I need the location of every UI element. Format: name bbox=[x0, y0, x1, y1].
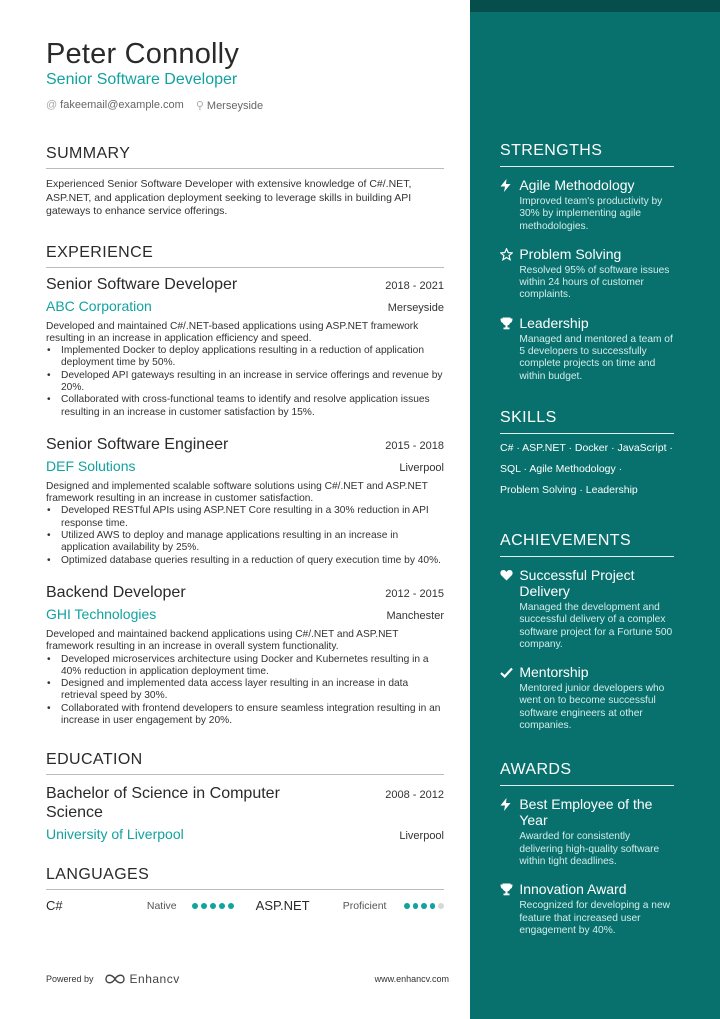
candidate-name: Peter Connolly bbox=[46, 38, 240, 70]
language-rating bbox=[192, 903, 255, 909]
job-bullets bbox=[46, 345, 444, 419]
job-bullets bbox=[46, 654, 444, 728]
rating-dot-filled bbox=[228, 903, 234, 909]
experience-section bbox=[46, 244, 444, 728]
sidebar bbox=[470, 0, 720, 1019]
skills-line: Problem Solving · Leadership bbox=[500, 483, 638, 496]
job-title: Backend Developer bbox=[46, 583, 186, 601]
job-entry bbox=[46, 436, 444, 567]
rating-dot-filled bbox=[421, 903, 427, 909]
job-company: DEF Solutions bbox=[46, 457, 136, 474]
achievement-name: Successful Project Delivery bbox=[519, 566, 635, 599]
award-item bbox=[500, 796, 674, 868]
award-item bbox=[500, 881, 674, 937]
language-level: Proficient bbox=[342, 899, 387, 912]
summary-section bbox=[46, 145, 444, 219]
job-dates: 2015 - 2018 bbox=[385, 439, 444, 452]
job-entry bbox=[46, 584, 444, 727]
summary-text: Experienced Senior Software Developer with extensive knowledge of C#/.NET, ASP.NET, and application deployment seeking to leverage skills in building API gateways to enhance service offerings. bbox=[46, 178, 412, 217]
languages-title: LANGUAGES bbox=[46, 866, 444, 890]
trophy-icon bbox=[500, 881, 519, 937]
strength-item bbox=[500, 177, 674, 233]
achievement-desc: Mentored junior developers who went on to become successful software engineers at other companies. bbox=[519, 683, 665, 732]
job-bullet: • Developed microservices architecture using Docker and Kubernetes resulting in a 40% reduction in application deployment time. bbox=[46, 654, 444, 679]
skills-line: SQL · Agile Methodology · bbox=[500, 462, 623, 475]
awards-section bbox=[500, 761, 674, 937]
skills-list bbox=[500, 438, 674, 501]
achievements-title: ACHIEVEMENTS bbox=[500, 532, 674, 557]
trophy-icon bbox=[500, 315, 519, 383]
summary-title: SUMMARY bbox=[46, 145, 444, 169]
candidate-role: Senior Software Developer bbox=[46, 71, 238, 88]
job-dates: 2018 - 2021 bbox=[385, 279, 444, 292]
brand-logo[interactable] bbox=[104, 972, 180, 986]
rating-dot-filled bbox=[430, 903, 436, 909]
language-name: ASP.NET bbox=[255, 898, 310, 914]
rating-dot-filled bbox=[201, 903, 207, 909]
job-bullet: • Optimized database queries resulting in a reduction of query execution time by 40%. bbox=[46, 555, 444, 567]
rating-dot-filled bbox=[210, 903, 216, 909]
brand-name: Enhancv bbox=[129, 972, 180, 986]
footer bbox=[46, 972, 449, 986]
skills-section bbox=[500, 409, 674, 501]
job-company: ABC Corporation bbox=[46, 297, 152, 314]
job-location: Liverpool bbox=[399, 461, 444, 474]
job-location: Merseyside bbox=[387, 301, 444, 314]
strength-name: Problem Solving bbox=[519, 245, 622, 262]
award-desc: Recognized for developing a new feature that increased user engagement by 40%. bbox=[519, 900, 670, 936]
education-section bbox=[46, 751, 444, 842]
footer-url[interactable]: www.enhancv.com bbox=[374, 974, 449, 984]
rating-dot-filled bbox=[413, 903, 419, 909]
job-description: Developed and maintained C#/.NET-based applications using ASP.NET framework resulting in an increase in application efficiency and speed. bbox=[46, 320, 419, 344]
achievement-item bbox=[500, 664, 674, 732]
job-entry bbox=[46, 276, 444, 419]
strength-desc: Resolved 95% of software issues within 24 hours of customer complaints. bbox=[519, 264, 670, 301]
job-bullet: • Utilized AWS to deploy and manage applications resulting in an increase in application availability by 25%. bbox=[46, 530, 444, 555]
award-desc: Awarded for consistently delivering high-quality software within tight deadlines. bbox=[519, 831, 660, 867]
job-description: Developed and maintained backend applications using C#/.NET and ASP.NET framework resulting in an increase in overall system functionality. bbox=[46, 628, 399, 653]
job-title: Senior Software Developer bbox=[46, 275, 238, 293]
job-bullet: • Collaborated with frontend developers to ensure seamless integration resulting in an increase in user engagement by 20%. bbox=[46, 703, 444, 728]
infinity-logo-icon bbox=[104, 973, 126, 985]
language-rating bbox=[404, 903, 444, 909]
strengths-section bbox=[500, 142, 674, 383]
education-entry bbox=[46, 784, 444, 842]
contact-info bbox=[46, 99, 444, 112]
job-bullets bbox=[46, 505, 444, 566]
experience-title: EXPERIENCE bbox=[46, 244, 444, 268]
strength-name: Leadership bbox=[519, 314, 589, 331]
strength-item bbox=[500, 246, 674, 302]
achievement-name: Mentorship bbox=[519, 664, 589, 681]
strength-desc: Managed and mentored a team of 5 developers to successfully complete projects on time and within budget. bbox=[519, 333, 673, 382]
sidebar-top-band bbox=[470, 0, 720, 12]
email-item[interactable] bbox=[46, 99, 184, 112]
heart-icon bbox=[500, 567, 519, 651]
at-icon: @ bbox=[46, 99, 58, 111]
strength-name: Agile Methodology bbox=[519, 177, 635, 193]
strength-item bbox=[500, 315, 674, 383]
location-text: Merseyside bbox=[206, 100, 264, 112]
achievement-desc: Managed the development and successful delivery of a complex software project for a Fortune 500 company. bbox=[519, 601, 673, 650]
rating-dot-filled bbox=[192, 903, 198, 909]
award-name: Best Employee of the Year bbox=[519, 796, 653, 829]
achievement-item bbox=[500, 567, 674, 651]
job-location: Manchester bbox=[386, 609, 444, 622]
star-icon bbox=[500, 246, 519, 302]
bolt-icon bbox=[500, 177, 519, 233]
strengths-title: STRENGTHS bbox=[500, 142, 674, 167]
job-bullet: • Developed API gateways resulting in an increase in service offerings and revenue by 20%. bbox=[46, 370, 444, 395]
email-text: fakeemail@example.com bbox=[60, 99, 184, 111]
job-company: GHI Technologies bbox=[46, 605, 157, 622]
skills-line: C# · ASP.NET · Docker · JavaScript · bbox=[500, 441, 673, 454]
education-dates: 2008 - 2012 bbox=[385, 789, 444, 802]
degree-title: Bachelor of Science in Computer Science bbox=[46, 785, 280, 822]
languages-row bbox=[46, 898, 444, 913]
job-title: Senior Software Engineer bbox=[46, 435, 229, 453]
education-title: EDUCATION bbox=[46, 751, 444, 775]
rating-dot-empty bbox=[438, 903, 444, 909]
language-level: Native bbox=[146, 899, 177, 912]
school-name: University of Liverpool bbox=[46, 826, 184, 843]
skills-title: SKILLS bbox=[500, 409, 674, 434]
job-bullet: • Implemented Docker to deploy applications resulting in a reduction of application deployment time by 50%. bbox=[46, 345, 444, 370]
job-bullet: • Developed RESTful APIs using ASP.NET Core resulting in a 30% reduction in API response time. bbox=[46, 505, 444, 530]
rating-dot-filled bbox=[404, 903, 410, 909]
school-location: Liverpool bbox=[399, 830, 444, 843]
job-dates: 2012 - 2015 bbox=[385, 587, 444, 600]
rating-dot-filled bbox=[219, 903, 225, 909]
powered-by bbox=[46, 972, 180, 986]
award-name: Innovation Award bbox=[519, 881, 627, 898]
job-description: Designed and implemented scalable software solutions using C#/.NET and ASP.NET framework resulting in an increase in customer satisfaction. bbox=[46, 480, 428, 505]
awards-title: AWARDS bbox=[500, 761, 674, 786]
achievements-section bbox=[500, 532, 674, 732]
bolt-icon bbox=[500, 796, 519, 868]
language-name: C# bbox=[46, 898, 63, 914]
strength-desc: Improved team's productivity by 30% by implementing agile methodologies. bbox=[519, 196, 663, 232]
powered-by-label: Powered by bbox=[46, 974, 94, 984]
job-bullet: • Designed and implemented data access layer resulting in an increase in data retrieval speed by 30%. bbox=[46, 678, 444, 703]
location-pin-icon: ⚲ bbox=[195, 100, 204, 112]
location-item bbox=[196, 99, 263, 112]
languages-section bbox=[46, 866, 444, 913]
check-icon bbox=[500, 664, 519, 732]
job-bullet: • Collaborated with cross-functional teams to identify and resolve application issues resulting in an increase in customer satisfaction by 15%. bbox=[46, 394, 444, 419]
